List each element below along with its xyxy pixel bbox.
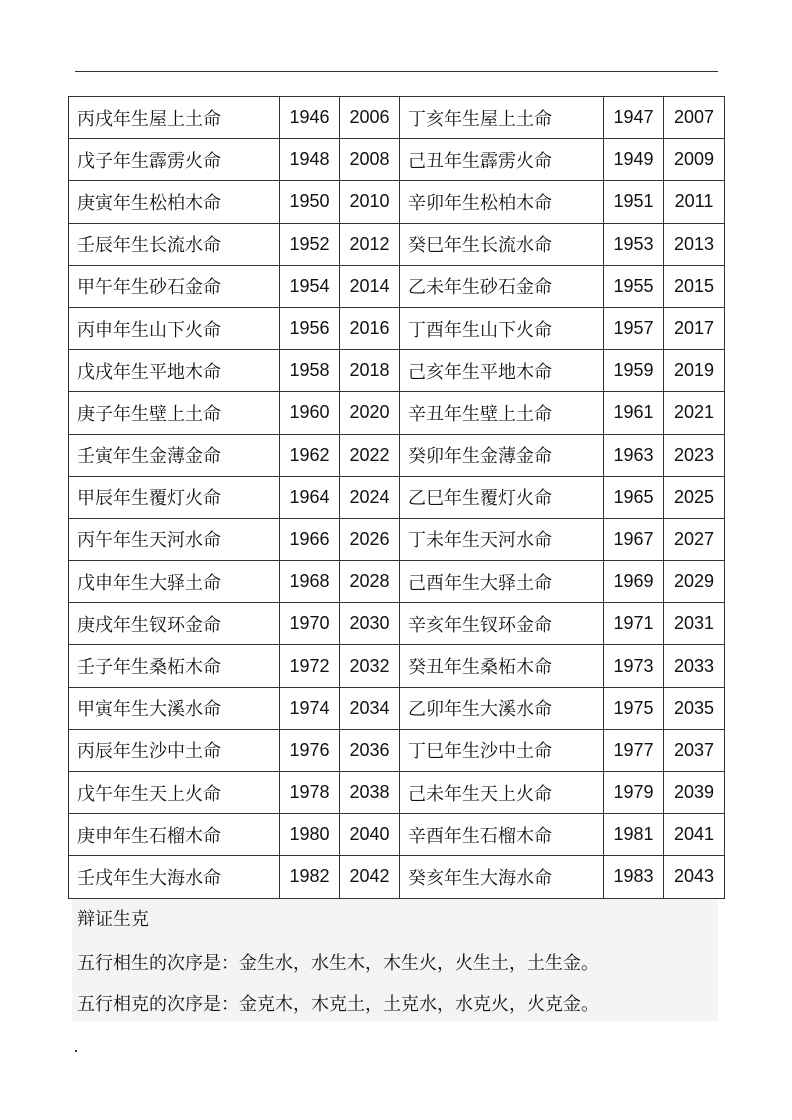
birth-year-next-cycle: 2011 bbox=[664, 181, 725, 223]
birth-year: 1960 bbox=[280, 392, 340, 434]
mingge-name: 戊子年生霹雳火命 bbox=[69, 139, 280, 181]
nayin-table bbox=[68, 96, 725, 899]
birth-year-next-cycle: 2028 bbox=[340, 561, 400, 603]
birth-year-next-cycle: 2016 bbox=[340, 307, 400, 349]
birth-year-next-cycle: 2039 bbox=[664, 772, 725, 814]
birth-year-next-cycle: 2009 bbox=[664, 139, 725, 181]
birth-year: 1973 bbox=[604, 645, 664, 687]
birth-year: 1956 bbox=[280, 307, 340, 349]
birth-year: 1963 bbox=[604, 434, 664, 476]
birth-year-next-cycle: 2037 bbox=[664, 729, 725, 771]
birth-year-next-cycle: 2032 bbox=[340, 645, 400, 687]
birth-year: 1947 bbox=[604, 97, 664, 139]
mingge-name: 癸卯年生金薄金命 bbox=[400, 434, 604, 476]
table-row bbox=[69, 645, 725, 687]
table-row bbox=[69, 307, 725, 349]
birth-year: 1948 bbox=[280, 139, 340, 181]
mingge-name: 丁未年生天河水命 bbox=[400, 518, 604, 560]
birth-year: 1962 bbox=[280, 434, 340, 476]
birth-year: 1966 bbox=[280, 518, 340, 560]
birth-year-next-cycle: 2021 bbox=[664, 392, 725, 434]
mingge-name: 丙戌年生屋上土命 bbox=[69, 97, 280, 139]
birth-year: 1961 bbox=[604, 392, 664, 434]
birth-year: 1971 bbox=[604, 603, 664, 645]
table-row bbox=[69, 181, 725, 223]
birth-year: 1976 bbox=[280, 729, 340, 771]
birth-year: 1949 bbox=[604, 139, 664, 181]
mingge-name: 甲辰年生覆灯火命 bbox=[69, 476, 280, 518]
birth-year-next-cycle: 2043 bbox=[664, 856, 725, 898]
birth-year-next-cycle: 2019 bbox=[664, 350, 725, 392]
birth-year-next-cycle: 2012 bbox=[340, 223, 400, 265]
mingge-name: 戊戌年生平地木命 bbox=[69, 350, 280, 392]
birth-year-next-cycle: 2038 bbox=[340, 772, 400, 814]
table-row bbox=[69, 265, 725, 307]
birth-year: 1952 bbox=[280, 223, 340, 265]
header-rule bbox=[75, 71, 718, 72]
birth-year: 1970 bbox=[280, 603, 340, 645]
mingge-name: 丙辰年生沙中土命 bbox=[69, 729, 280, 771]
birth-year: 1972 bbox=[280, 645, 340, 687]
birth-year: 1950 bbox=[280, 181, 340, 223]
mingge-name: 辛酉年生石榴木命 bbox=[400, 814, 604, 856]
mingge-name: 壬寅年生金薄金命 bbox=[69, 434, 280, 476]
table-row bbox=[69, 350, 725, 392]
table-row bbox=[69, 392, 725, 434]
mingge-name: 己酉年生大驿土命 bbox=[400, 561, 604, 603]
birth-year: 1951 bbox=[604, 181, 664, 223]
birth-year-next-cycle: 2033 bbox=[664, 645, 725, 687]
birth-year: 1957 bbox=[604, 307, 664, 349]
table-row bbox=[69, 814, 725, 856]
mingge-name: 辛亥年生钗环金命 bbox=[400, 603, 604, 645]
mingge-name: 乙卯年生大溪水命 bbox=[400, 687, 604, 729]
mingge-name: 甲寅年生大溪水命 bbox=[69, 687, 280, 729]
birth-year: 1955 bbox=[604, 265, 664, 307]
birth-year-next-cycle: 2026 bbox=[340, 518, 400, 560]
birth-year-next-cycle: 2008 bbox=[340, 139, 400, 181]
birth-year-next-cycle: 2013 bbox=[664, 223, 725, 265]
table-row bbox=[69, 223, 725, 265]
table-row bbox=[69, 729, 725, 771]
birth-year-next-cycle: 2014 bbox=[340, 265, 400, 307]
mingge-name: 丙午年生天河水命 bbox=[69, 518, 280, 560]
birth-year-next-cycle: 2020 bbox=[340, 392, 400, 434]
birth-year: 1981 bbox=[604, 814, 664, 856]
mingge-name: 戊申年生大驿土命 bbox=[69, 561, 280, 603]
mingge-name: 癸亥年生大海水命 bbox=[400, 856, 604, 898]
table-row bbox=[69, 518, 725, 560]
birth-year-next-cycle: 2010 bbox=[340, 181, 400, 223]
sheng-sequence: 五行相生的次序是：金生水，水生木，木生火，火生土，土生金。 bbox=[77, 953, 599, 974]
table-row bbox=[69, 434, 725, 476]
birth-year: 1969 bbox=[604, 561, 664, 603]
table-row bbox=[69, 687, 725, 729]
mingge-name: 壬辰年生长流水命 bbox=[69, 223, 280, 265]
mingge-name: 甲午年生砂石金命 bbox=[69, 265, 280, 307]
birth-year-next-cycle: 2031 bbox=[664, 603, 725, 645]
table-row bbox=[69, 476, 725, 518]
birth-year-next-cycle: 2023 bbox=[664, 434, 725, 476]
birth-year-next-cycle: 2036 bbox=[340, 729, 400, 771]
mingge-name: 庚戌年生钗环金命 bbox=[69, 603, 280, 645]
birth-year: 1983 bbox=[604, 856, 664, 898]
birth-year: 1946 bbox=[280, 97, 340, 139]
mingge-name: 丁亥年生屋上土命 bbox=[400, 97, 604, 139]
birth-year-next-cycle: 2015 bbox=[664, 265, 725, 307]
mingge-name: 辛卯年生松柏木命 bbox=[400, 181, 604, 223]
birth-year: 1977 bbox=[604, 729, 664, 771]
mingge-name: 乙巳年生覆灯火命 bbox=[400, 476, 604, 518]
birth-year: 1975 bbox=[604, 687, 664, 729]
birth-year-next-cycle: 2035 bbox=[664, 687, 725, 729]
table-row bbox=[69, 97, 725, 139]
section-heading: 辩证生克 bbox=[77, 909, 149, 930]
mingge-name: 己未年生天上火命 bbox=[400, 772, 604, 814]
table-row bbox=[69, 561, 725, 603]
mingge-name: 壬戌年生大海水命 bbox=[69, 856, 280, 898]
birth-year-next-cycle: 2030 bbox=[340, 603, 400, 645]
table-row bbox=[69, 139, 725, 181]
birth-year-next-cycle: 2029 bbox=[664, 561, 725, 603]
mingge-name: 丁酉年生山下火命 bbox=[400, 307, 604, 349]
table-row bbox=[69, 603, 725, 645]
birth-year: 1959 bbox=[604, 350, 664, 392]
mingge-name: 乙未年生砂石金命 bbox=[400, 265, 604, 307]
ke-sequence: 五行相克的次序是：金克木，木克土，土克水，水克火，火克金。 bbox=[77, 994, 599, 1015]
mingge-name: 壬子年生桑柘木命 bbox=[69, 645, 280, 687]
birth-year: 1965 bbox=[604, 476, 664, 518]
birth-year: 1968 bbox=[280, 561, 340, 603]
birth-year: 1958 bbox=[280, 350, 340, 392]
mingge-name: 戊午年生天上火命 bbox=[69, 772, 280, 814]
birth-year: 1974 bbox=[280, 687, 340, 729]
birth-year-next-cycle: 2027 bbox=[664, 518, 725, 560]
mingge-name: 癸巳年生长流水命 bbox=[400, 223, 604, 265]
table-row bbox=[69, 856, 725, 898]
birth-year: 1953 bbox=[604, 223, 664, 265]
mingge-name: 庚寅年生松柏木命 bbox=[69, 181, 280, 223]
birth-year: 1954 bbox=[280, 265, 340, 307]
birth-year-next-cycle: 2018 bbox=[340, 350, 400, 392]
birth-year-next-cycle: 2006 bbox=[340, 97, 400, 139]
page-dot bbox=[75, 1050, 77, 1052]
birth-year-next-cycle: 2034 bbox=[340, 687, 400, 729]
birth-year-next-cycle: 2007 bbox=[664, 97, 725, 139]
birth-year-next-cycle: 2042 bbox=[340, 856, 400, 898]
mingge-name: 庚子年生壁上土命 bbox=[69, 392, 280, 434]
birth-year: 1979 bbox=[604, 772, 664, 814]
birth-year-next-cycle: 2024 bbox=[340, 476, 400, 518]
birth-year-next-cycle: 2022 bbox=[340, 434, 400, 476]
mingge-name: 丁巳年生沙中土命 bbox=[400, 729, 604, 771]
birth-year: 1967 bbox=[604, 518, 664, 560]
birth-year-next-cycle: 2025 bbox=[664, 476, 725, 518]
birth-year: 1982 bbox=[280, 856, 340, 898]
table-row bbox=[69, 772, 725, 814]
birth-year: 1964 bbox=[280, 476, 340, 518]
mingge-name: 癸丑年生桑柘木命 bbox=[400, 645, 604, 687]
birth-year: 1980 bbox=[280, 814, 340, 856]
birth-year-next-cycle: 2040 bbox=[340, 814, 400, 856]
birth-year-next-cycle: 2017 bbox=[664, 307, 725, 349]
mingge-name: 己丑年生霹雳火命 bbox=[400, 139, 604, 181]
mingge-name: 己亥年生平地木命 bbox=[400, 350, 604, 392]
mingge-name: 辛丑年生壁上土命 bbox=[400, 392, 604, 434]
mingge-name: 丙申年生山下火命 bbox=[69, 307, 280, 349]
birth-year-next-cycle: 2041 bbox=[664, 814, 725, 856]
mingge-name: 庚申年生石榴木命 bbox=[69, 814, 280, 856]
birth-year: 1978 bbox=[280, 772, 340, 814]
